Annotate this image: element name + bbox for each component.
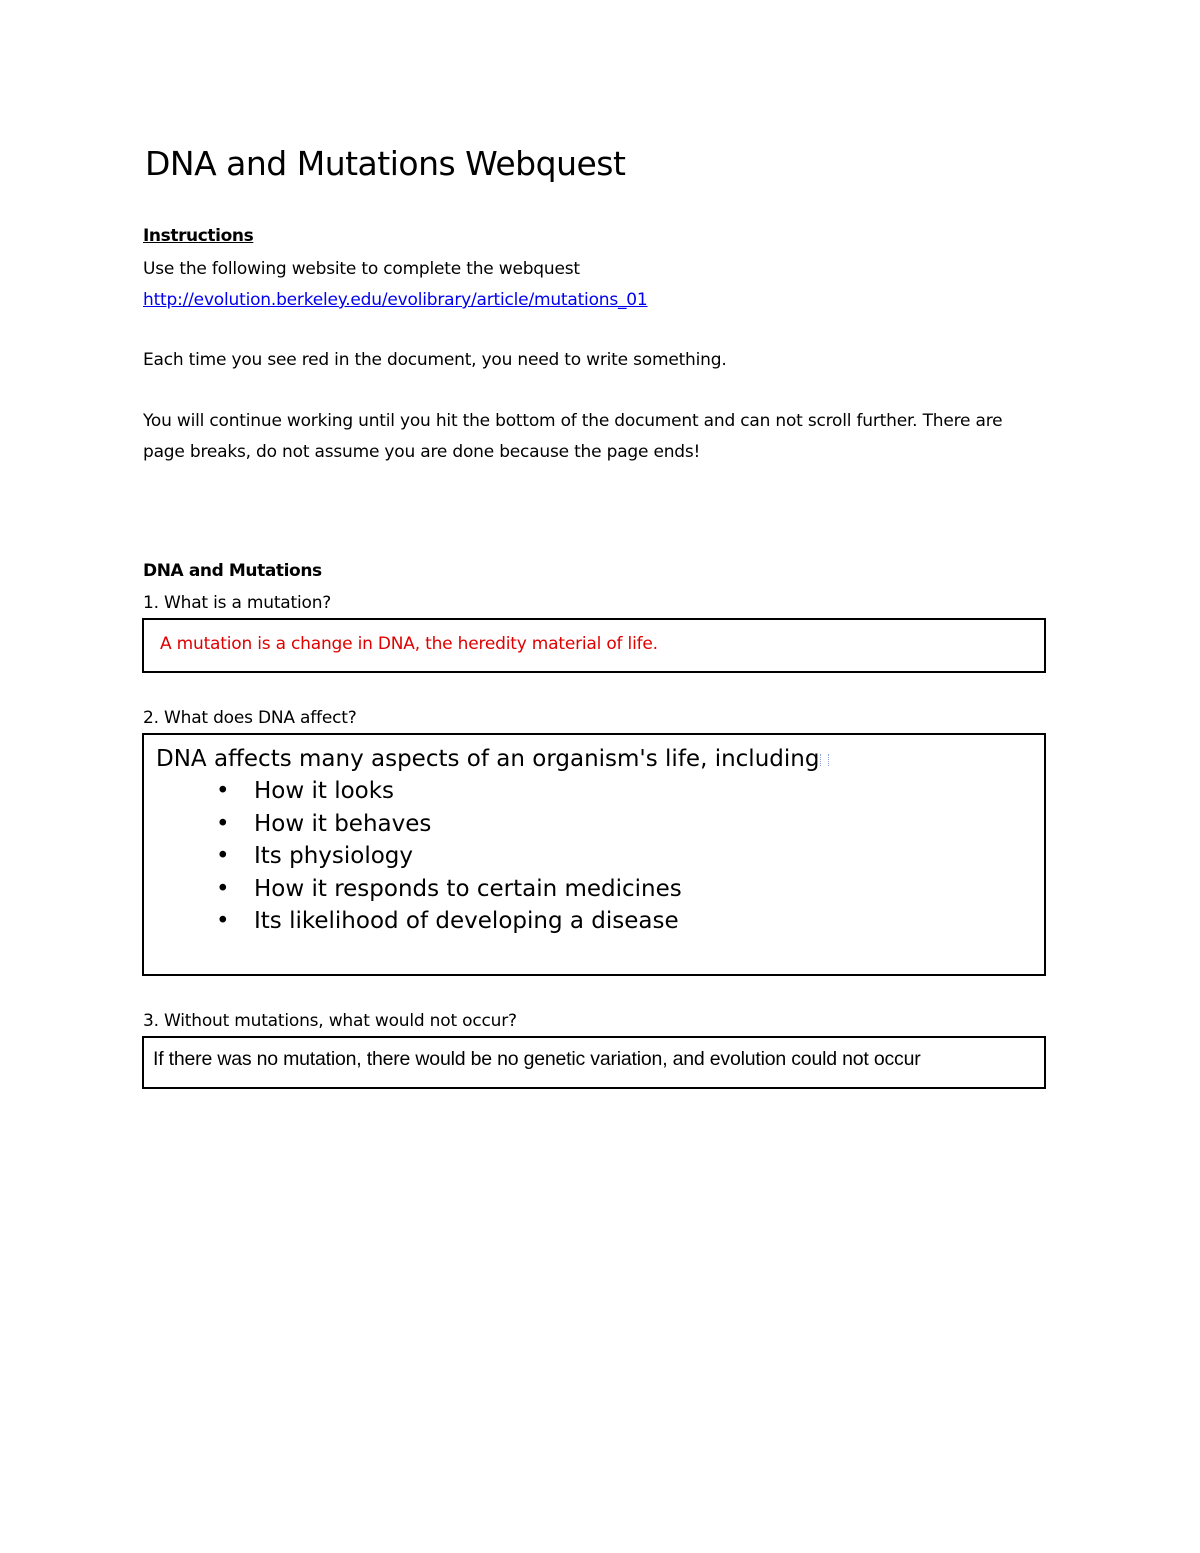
bullet-item [214, 905, 682, 938]
question-1-label: 1. What is a mutation? [143, 593, 332, 613]
answer-box-3[interactable] [142, 1036, 1046, 1089]
text-cursor-icon [820, 754, 829, 766]
bullet-item [214, 808, 682, 841]
instructions-red-note: Each time you see red in the document, you need to write something. [143, 350, 727, 370]
answer-2-intro [156, 743, 829, 776]
question-3-label: 3. Without mutations, what would not occur? [143, 1011, 517, 1031]
question-2-label: 2. What does DNA affect? [143, 708, 357, 728]
bullet-icon: • [216, 875, 230, 902]
bullet-item [214, 840, 682, 873]
bullet-item-text: Its physiology [254, 843, 414, 869]
answer-box-1[interactable] [142, 618, 1046, 673]
bullet-item-text: How it looks [254, 778, 395, 804]
answer-box-2[interactable] [142, 733, 1046, 976]
instructions-page-break-note: You will continue working until you hit the bottom of the document and can not scroll further. There are page breaks, do not assume you are done because the page ends! [143, 411, 1003, 462]
bullet-item-text: How it behaves [254, 810, 432, 837]
answer-2-intro-text: DNA affects many aspects of an organism's life, including [156, 746, 820, 772]
bullet-item-text: Its likelihood of developing a disease [254, 908, 679, 934]
bullet-item-text: How it responds to certain medicines [254, 875, 682, 902]
document-title: DNA and Mutations Webquest [145, 144, 626, 183]
resource-link[interactable]: http://evolution.berkeley.edu/evolibrary/article/mutations_01 [143, 290, 648, 310]
bullet-icon: • [216, 908, 230, 934]
answer-3-text: If there was no mutation, there would be no genetic variation, and evolution could not occur [153, 1048, 921, 1070]
answer-1-text: A mutation is a change in DNA, the heredity material of life. [160, 634, 658, 654]
bullet-icon: • [216, 843, 230, 869]
section-heading: DNA and Mutations [143, 561, 322, 581]
bullet-item [214, 775, 682, 808]
resource-link-line [143, 285, 648, 316]
bullet-icon: • [216, 810, 230, 837]
bullet-item [214, 873, 682, 906]
instructions-heading: Instructions [143, 226, 254, 246]
instructions-line: Use the following website to complete the webquest [143, 259, 580, 279]
bullet-icon: • [216, 778, 230, 804]
answer-2-bullet-list [214, 775, 682, 938]
